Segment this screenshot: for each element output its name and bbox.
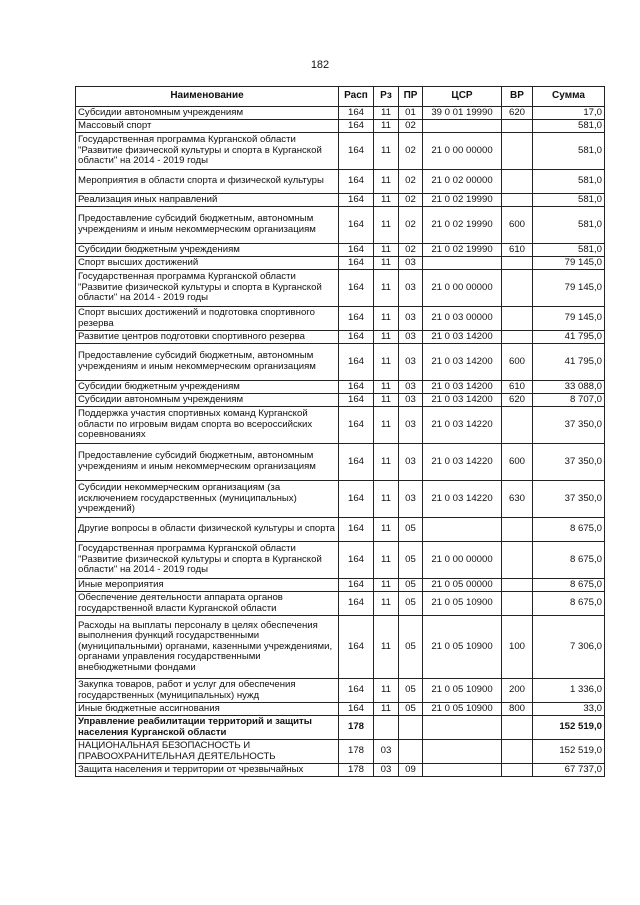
cell-csr [423,518,502,542]
table-row [76,307,605,331]
cell-vr: 610 [502,381,533,394]
header-csr: ЦСР [423,87,502,107]
cell-rasp: 164 [339,481,374,518]
cell-rasp: 164 [339,120,374,133]
cell-rz: 11 [374,579,399,592]
cell-csr: 21 0 03 14220 [423,407,502,444]
cell-pr: 01 [399,107,423,120]
cell-pr: 05 [399,703,423,716]
header-rz: Рз [374,87,399,107]
cell-name: Предоставление субсидий бюджетным, автономным учреждениям и иным некоммерческим организациям [76,344,339,381]
cell-vr: 600 [502,207,533,244]
cell-vr [502,716,533,740]
cell-rz: 11 [374,518,399,542]
cell-name: Поддержка участия спортивных команд Курганской области по игровым видам спорта во всероссийских соревнованиях [76,407,339,444]
cell-csr: 21 0 03 14220 [423,444,502,481]
header-sum: Сумма [533,87,605,107]
cell-vr [502,764,533,777]
table-row [76,542,605,579]
cell-csr [423,716,502,740]
cell-pr: 03 [399,257,423,270]
cell-vr: 600 [502,344,533,381]
table-row [76,740,605,764]
cell-pr: 03 [399,307,423,331]
cell-sum: 581,0 [533,120,605,133]
cell-vr [502,542,533,579]
cell-csr: 21 0 00 00000 [423,542,502,579]
cell-rasp: 164 [339,194,374,207]
cell-csr: 21 0 03 14200 [423,344,502,381]
cell-pr: 02 [399,207,423,244]
cell-vr [502,331,533,344]
cell-sum: 8 707,0 [533,394,605,407]
cell-rasp: 164 [339,703,374,716]
cell-rasp: 164 [339,257,374,270]
cell-sum: 41 795,0 [533,331,605,344]
cell-csr: 21 0 05 00000 [423,579,502,592]
header-row [76,87,605,107]
cell-rasp: 164 [339,270,374,307]
cell-vr: 630 [502,481,533,518]
cell-rasp: 164 [339,394,374,407]
cell-sum: 33,0 [533,703,605,716]
cell-rz: 11 [374,407,399,444]
cell-pr: 03 [399,331,423,344]
table-row [76,703,605,716]
cell-sum: 17,0 [533,107,605,120]
cell-vr: 200 [502,679,533,703]
table-row [76,194,605,207]
cell-rasp: 164 [339,679,374,703]
cell-pr: 02 [399,244,423,257]
cell-rasp: 164 [339,444,374,481]
cell-pr: 09 [399,764,423,777]
table-row [76,270,605,307]
cell-name: Другие вопросы в области физической культуры и спорта [76,518,339,542]
cell-rasp: 164 [339,344,374,381]
cell-rasp: 164 [339,407,374,444]
cell-rasp: 164 [339,381,374,394]
cell-name: Предоставление субсидий бюджетным, автономным учреждениям и иным некоммерческим организациям [76,444,339,481]
cell-sum: 8 675,0 [533,542,605,579]
cell-csr: 21 0 00 00000 [423,133,502,170]
cell-vr: 100 [502,616,533,679]
cell-name: Субсидии автономным учреждениям [76,394,339,407]
cell-pr: 02 [399,133,423,170]
cell-rz: 11 [374,244,399,257]
cell-sum: 581,0 [533,244,605,257]
cell-rz: 11 [374,344,399,381]
cell-csr: 21 0 05 10900 [423,616,502,679]
table-row [76,244,605,257]
cell-rz: 11 [374,444,399,481]
header-name: Наименование [76,87,339,107]
cell-pr: 03 [399,481,423,518]
table-row [76,133,605,170]
cell-pr: 02 [399,170,423,194]
cell-vr: 600 [502,444,533,481]
cell-sum: 581,0 [533,133,605,170]
cell-csr: 39 0 01 19990 [423,107,502,120]
table-row [76,331,605,344]
cell-name: Расходы на выплаты персоналу в целях обеспечения выполнения функций государственными (муниципальными) органами, казенными учреждениями, органами управления государственными внебюджетными фондами [76,616,339,679]
cell-vr [502,740,533,764]
cell-rz: 11 [374,331,399,344]
cell-vr [502,307,533,331]
cell-rasp: 164 [339,244,374,257]
cell-name: Защита населения и территории от чрезвычайных [76,764,339,777]
cell-rz: 11 [374,133,399,170]
cell-rasp: 178 [339,740,374,764]
table-row [76,107,605,120]
cell-name: Субсидии бюджетным учреждениям [76,244,339,257]
cell-rz: 11 [374,307,399,331]
cell-pr: 05 [399,592,423,616]
cell-rz: 11 [374,394,399,407]
cell-rasp: 164 [339,133,374,170]
cell-csr: 21 0 02 19990 [423,194,502,207]
cell-name: Спорт высших достижений и подготовка спортивного резерва [76,307,339,331]
cell-sum: 8 675,0 [533,592,605,616]
cell-rasp: 164 [339,170,374,194]
cell-rz: 11 [374,194,399,207]
cell-vr [502,257,533,270]
cell-rz: 03 [374,764,399,777]
cell-pr: 03 [399,394,423,407]
cell-sum: 1 336,0 [533,679,605,703]
table-row [76,592,605,616]
cell-rz: 11 [374,616,399,679]
cell-rasp: 164 [339,518,374,542]
cell-pr: 05 [399,518,423,542]
cell-name: Иные мероприятия [76,579,339,592]
cell-sum: 79 145,0 [533,257,605,270]
cell-name: Субсидии автономным учреждениям [76,107,339,120]
cell-name: Государственная программа Курганской области "Развитие физической культуры и спорта в Курганской области" на 2014 - 2019 годы [76,542,339,579]
table-row [76,407,605,444]
cell-vr [502,270,533,307]
cell-sum: 8 675,0 [533,579,605,592]
cell-rasp: 164 [339,542,374,579]
table-row [76,394,605,407]
table-row [76,616,605,679]
cell-vr [502,579,533,592]
table-row [76,679,605,703]
cell-rz: 11 [374,481,399,518]
cell-pr: 03 [399,381,423,394]
cell-rasp: 164 [339,307,374,331]
cell-sum: 33 088,0 [533,381,605,394]
cell-vr [502,407,533,444]
cell-sum: 41 795,0 [533,344,605,381]
cell-sum: 79 145,0 [533,270,605,307]
cell-csr: 21 0 02 00000 [423,170,502,194]
cell-csr [423,764,502,777]
cell-vr [502,194,533,207]
cell-csr: 21 0 03 14200 [423,381,502,394]
cell-name: Обеспечение деятельности аппарата органов государственной власти Курганской области [76,592,339,616]
cell-vr [502,170,533,194]
cell-rz: 11 [374,270,399,307]
cell-rz: 11 [374,257,399,270]
cell-pr: 05 [399,679,423,703]
cell-rasp: 178 [339,716,374,740]
table-row [76,207,605,244]
cell-csr: 21 0 02 19990 [423,244,502,257]
cell-vr: 620 [502,394,533,407]
table-row [76,518,605,542]
cell-csr: 21 0 03 14200 [423,394,502,407]
cell-pr: 02 [399,120,423,133]
cell-csr: 21 0 05 10900 [423,679,502,703]
cell-csr [423,740,502,764]
cell-csr: 21 0 05 10900 [423,703,502,716]
cell-sum: 37 350,0 [533,481,605,518]
cell-name: Иные бюджетные ассигнования [76,703,339,716]
table-row [76,444,605,481]
cell-pr: 03 [399,444,423,481]
cell-pr: 05 [399,542,423,579]
cell-sum: 152 519,0 [533,740,605,764]
cell-csr: 21 0 03 00000 [423,307,502,331]
cell-vr [502,592,533,616]
cell-rasp: 164 [339,331,374,344]
cell-rz: 11 [374,120,399,133]
cell-rasp: 164 [339,207,374,244]
cell-csr: 21 0 05 10900 [423,592,502,616]
cell-vr: 610 [502,244,533,257]
cell-vr: 620 [502,107,533,120]
cell-rz [374,716,399,740]
cell-pr: 03 [399,270,423,307]
cell-sum: 79 145,0 [533,307,605,331]
cell-name: Развитие центров подготовки спортивного резерва [76,331,339,344]
cell-name: Субсидии некоммерческим организациям (за исключением государственных (муниципальных) учреждений) [76,481,339,518]
page-number: 182 [310,59,330,71]
table-row [76,344,605,381]
cell-name: Закупка товаров, работ и услуг для обеспечения государственных (муниципальных) нужд [76,679,339,703]
cell-sum: 37 350,0 [533,407,605,444]
cell-name: Реализация иных направлений [76,194,339,207]
cell-csr: 21 0 02 19990 [423,207,502,244]
cell-name: НАЦИОНАЛЬНАЯ БЕЗОПАСНОСТЬ И ПРАВООХРАНИТЕЛЬНАЯ ДЕЯТЕЛЬНОСТЬ [76,740,339,764]
cell-pr: 03 [399,407,423,444]
header-rasp: Расп [339,87,374,107]
header-vr: ВР [502,87,533,107]
cell-name: Предоставление субсидий бюджетным, автономным учреждениям и иным некоммерческим организациям [76,207,339,244]
table-row [76,481,605,518]
cell-name: Спорт высших достижений [76,257,339,270]
cell-pr: 05 [399,579,423,592]
cell-csr [423,257,502,270]
cell-name: Государственная программа Курганской области "Развитие физической культуры и спорта в Курганской области" на 2014 - 2019 годы [76,133,339,170]
cell-name: Государственная программа Курганской области "Развитие физической культуры и спорта в Курганской области" на 2014 - 2019 годы [76,270,339,307]
cell-rz: 11 [374,679,399,703]
cell-sum: 7 306,0 [533,616,605,679]
cell-rasp: 164 [339,592,374,616]
table-row [76,120,605,133]
cell-rz: 03 [374,740,399,764]
cell-sum: 581,0 [533,194,605,207]
cell-rz: 11 [374,381,399,394]
table-row [76,170,605,194]
cell-csr: 21 0 03 14220 [423,481,502,518]
cell-pr [399,716,423,740]
table-row [76,716,605,740]
cell-csr: 21 0 03 14200 [423,331,502,344]
cell-rz: 11 [374,592,399,616]
budget-table [75,86,605,777]
cell-name: Массовый спорт [76,120,339,133]
cell-vr [502,120,533,133]
cell-pr: 03 [399,344,423,381]
table-row [76,257,605,270]
cell-csr: 21 0 00 00000 [423,270,502,307]
cell-name: Субсидии бюджетным учреждениям [76,381,339,394]
cell-pr [399,740,423,764]
table-row [76,579,605,592]
table-row [76,764,605,777]
cell-sum: 67 737,0 [533,764,605,777]
cell-rasp: 164 [339,616,374,679]
cell-rasp: 164 [339,579,374,592]
table-row [76,381,605,394]
cell-vr: 800 [502,703,533,716]
cell-sum: 8 675,0 [533,518,605,542]
cell-rasp: 178 [339,764,374,777]
cell-sum: 37 350,0 [533,444,605,481]
cell-rasp: 164 [339,107,374,120]
cell-vr [502,518,533,542]
cell-rz: 11 [374,542,399,579]
cell-rz: 11 [374,207,399,244]
header-pr: ПР [399,87,423,107]
cell-rz: 11 [374,107,399,120]
cell-pr: 02 [399,194,423,207]
cell-sum: 581,0 [533,170,605,194]
cell-pr: 05 [399,616,423,679]
cell-sum: 581,0 [533,207,605,244]
cell-sum: 152 519,0 [533,716,605,740]
cell-name: Мероприятия в области спорта и физической культуры [76,170,339,194]
cell-name: Управление реабилитации территорий и защиты населения Курганской области [76,716,339,740]
cell-vr [502,133,533,170]
cell-csr [423,120,502,133]
cell-rz: 11 [374,170,399,194]
cell-rz: 11 [374,703,399,716]
table-body [76,107,605,777]
